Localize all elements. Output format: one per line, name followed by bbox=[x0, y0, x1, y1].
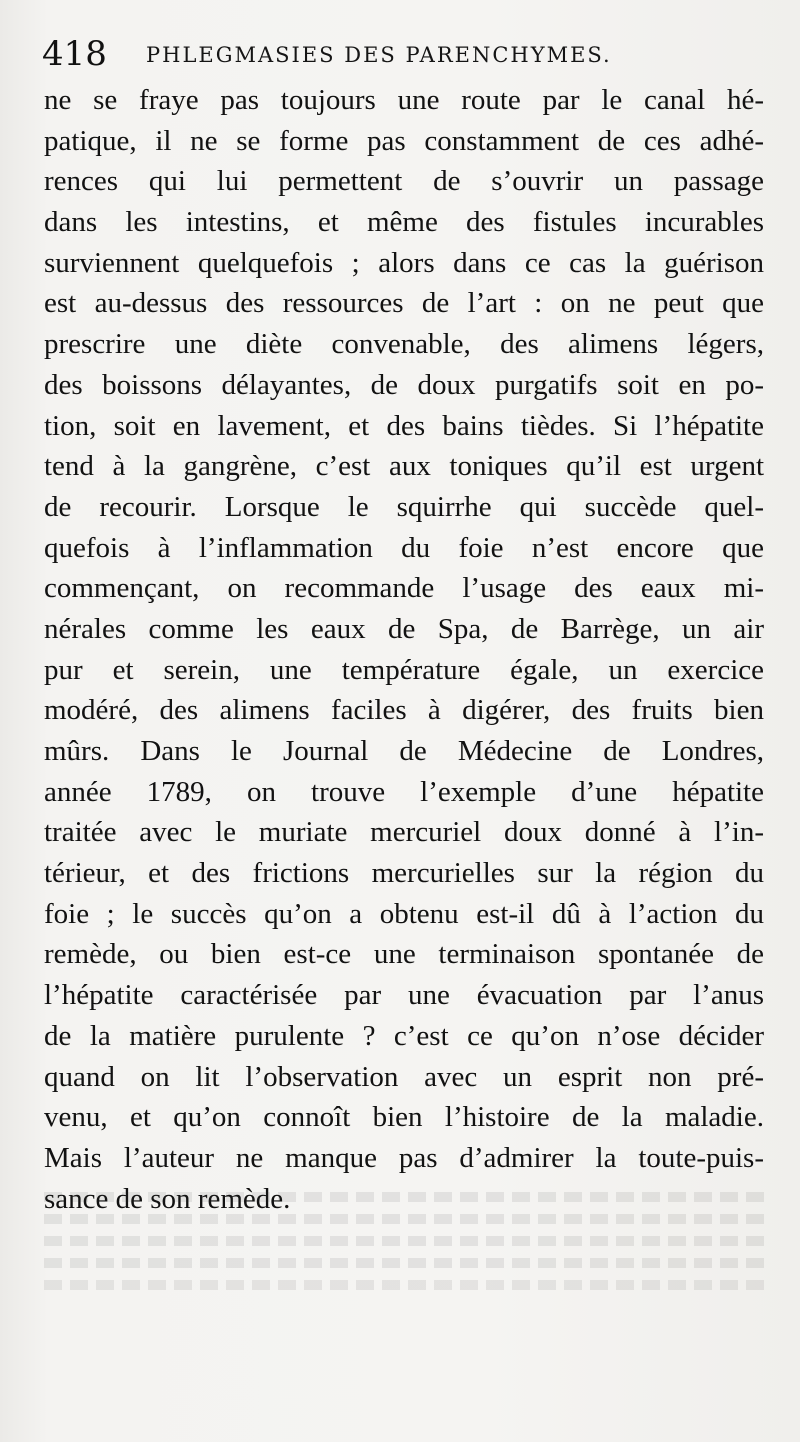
text-line: année 1789, on trouve l’exemple d’une hépatite bbox=[44, 775, 764, 808]
text-line: prescrire une diète convenable, des alimens légers, bbox=[44, 328, 764, 361]
text-line: modéré, des alimens faciles à digérer, des fruits bien bbox=[44, 694, 764, 727]
text-line: surviennent quelquefois ; alors dans ce cas la guérison bbox=[44, 246, 764, 279]
text-line: quand on lit l’observation avec un esprit non pré- bbox=[44, 1060, 764, 1093]
text-line: patique, il ne se forme pas constamment de ces adhé- bbox=[44, 124, 764, 157]
body-text bbox=[44, 80, 764, 1219]
text-line: quefois à l’inflammation du foie n’est encore que bbox=[44, 531, 764, 564]
text-line: l’hépatite caractérisée par une évacuation par l’anus bbox=[44, 979, 764, 1012]
text-line: des boissons délayantes, de doux purgatifs soit en po- bbox=[44, 368, 764, 401]
running-head: PHLEGMASIES DES PARENCHYMES. bbox=[146, 43, 612, 67]
page-header bbox=[42, 32, 762, 76]
text-line: de la matière purulente ? c’est ce qu’on n’ose décider bbox=[44, 1019, 764, 1052]
text-line: commençant, on recommande l’usage des eaux mi- bbox=[44, 572, 764, 605]
text-line: mûrs. Dans le Journal de Médecine de Londres, bbox=[44, 735, 764, 767]
text-line: rences qui lui permettent de s’ouvrir un passage bbox=[44, 165, 764, 198]
text-line: traitée avec le muriate mercuriel doux donné à l’in- bbox=[44, 816, 764, 849]
text-line: pur et serein, une température égale, un exercice bbox=[44, 653, 764, 686]
text-line: tend à la gangrène, c’est aux toniques qu’il est urgent bbox=[44, 450, 764, 483]
text-line: venu, et qu’on connoît bien l’histoire de la maladie. bbox=[44, 1101, 764, 1134]
text-line: de recourir. Lorsque le squirrhe qui succède quel- bbox=[44, 490, 764, 523]
text-line: ne se fraye pas toujours une route par le canal hé- bbox=[44, 84, 764, 116]
text-line: remède, ou bien est-ce une terminaison spontanée de bbox=[44, 938, 764, 971]
text-line: tion, soit en lavement, et des bains tièdes. Si l’hépatite bbox=[44, 409, 764, 442]
page-number: 418 bbox=[42, 34, 107, 74]
text-line: Mais l’auteur ne manque pas d’admirer la toute-puis- bbox=[44, 1141, 764, 1174]
text-line: est au-dessus des ressources de l’art : on ne peut que bbox=[44, 287, 764, 320]
text-line-last: sance de son remède. bbox=[44, 1182, 291, 1215]
text-line: térieur, et des frictions mercurielles sur la région du bbox=[44, 857, 764, 890]
text-line: dans les intestins, et même des fistules incurables bbox=[44, 206, 764, 239]
text-line: nérales comme les eaux de Spa, de Barrège, un air bbox=[44, 612, 764, 645]
text-line: foie ; le succès qu’on a obtenu est-il dû à l’action du bbox=[44, 897, 764, 930]
